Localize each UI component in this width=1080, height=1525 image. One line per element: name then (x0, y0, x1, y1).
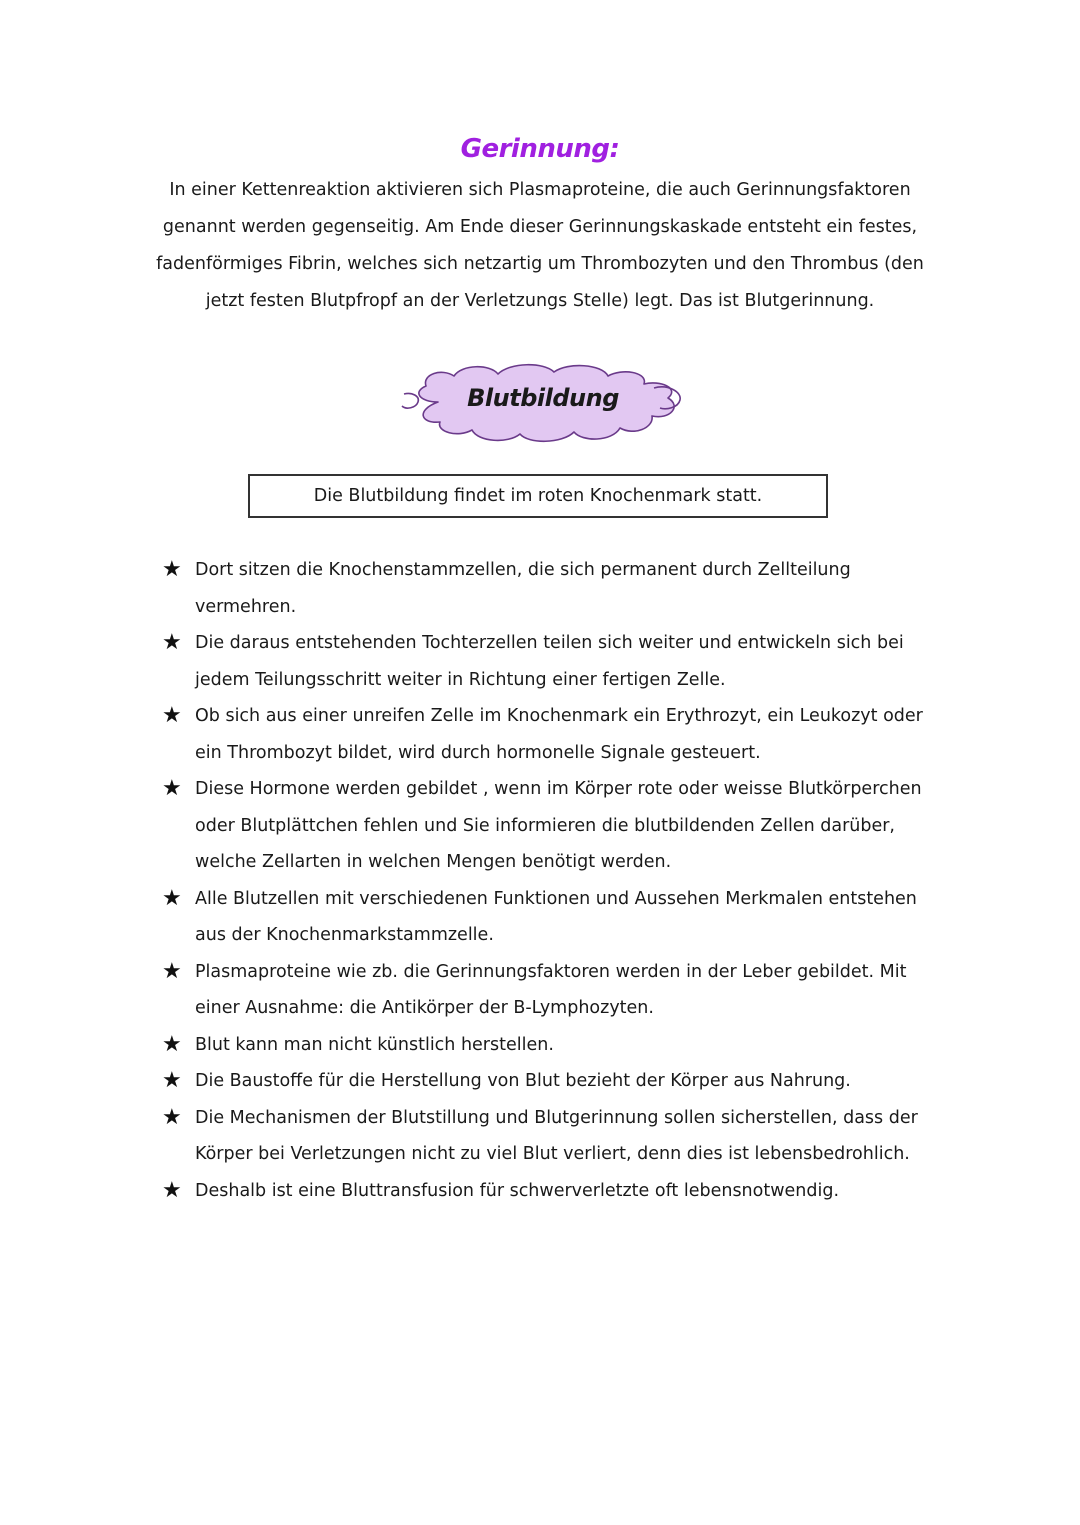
bone-marrow-box (248, 474, 828, 518)
coagulation-title: Gerinnung: (460, 134, 620, 164)
star-icon: ★ (162, 703, 182, 728)
list-item: ★ Die daraus entstehenden Tochterzellen teilen sich weiter und entwickeln sich bei jedem Teilungsschritt weiter in Richtung einer fertigen Zelle. (162, 625, 952, 698)
star-icon: ★ (162, 776, 182, 801)
blutbildung-cloud-heading (398, 362, 688, 444)
star-icon: ★ (162, 885, 182, 911)
box-text: Die Blutbildung findet im roten Knochenmark statt. (313, 486, 763, 506)
star-icon: ★ (162, 557, 182, 582)
star-icon: ★ (162, 1104, 182, 1130)
list-item: ★ Ob sich aus einer unreifen Zelle im Knochenmark ein Erythrozyt, ein Leukozyt oder ein Thrombozyt bildet, wird durch hormonelle Signale gesteuert. (162, 698, 952, 771)
star-icon: ★ (162, 1068, 182, 1093)
bullet-list (162, 552, 952, 1209)
list-item: ★ Alle Blutzellen mit verschiedenen Funktionen und Aussehen Merkmalen entstehen aus der Knochenmarkstammzelle. (162, 881, 952, 954)
list-item: ★ Deshalb ist eine Bluttransfusion für schwerverletzte oft lebensnotwendig. (162, 1173, 952, 1210)
star-icon: ★ (162, 1177, 182, 1203)
star-icon: ★ (162, 1031, 182, 1057)
list-item: ★ Die Mechanismen der Blutstillung und Blutgerinnung sollen sicherstellen, dass der Körper bei Verletzungen nicht zu viel Blut verliert, denn dies ist lebensbedrohlich. (162, 1100, 952, 1173)
star-icon: ★ (162, 958, 182, 984)
cloud-label: Blutbildung (467, 384, 619, 412)
list-item: ★ Diese Hormone werden gebildet , wenn im Körper rote oder weisse Blutkörperchen oder Blutplättchen fehlen und Sie informieren die blutbildenden Zellen darüber, welche Zellarten in welchen Mengen benötigt werden. (162, 771, 952, 881)
list-item: ★ Plasmaproteine wie zb. die Gerinnungsfaktoren werden in der Leber gebildet. Mit einer Ausnahme: die Antikörper der B-Lymphozyten. (162, 954, 952, 1027)
coagulation-paragraph: In einer Kettenreaktion aktivieren sich Plasmaproteine, die auch Gerinnungsfaktoren genannt werden gegenseitig. Am Ende dieser Gerinnungskaskade entsteht ein festes, fadenförmiges Fibrin, welches sich netzartig um Thrombozyten und den Thrombus (den jetzt festen Blutpfropf an der Verletzungs Stelle) legt. Das ist Blutgerinnung. (156, 180, 924, 311)
list-item: ★ Dort sitzen die Knochenstammzellen, die sich permanent durch Zellteilung vermehren. (162, 552, 952, 625)
list-item: ★ Die Baustoffe für die Herstellung von Blut bezieht der Körper aus Nahrung. (162, 1063, 952, 1100)
star-icon: ★ (162, 630, 182, 655)
list-item: ★ Blut kann man nicht künstlich herstellen. (162, 1027, 952, 1064)
